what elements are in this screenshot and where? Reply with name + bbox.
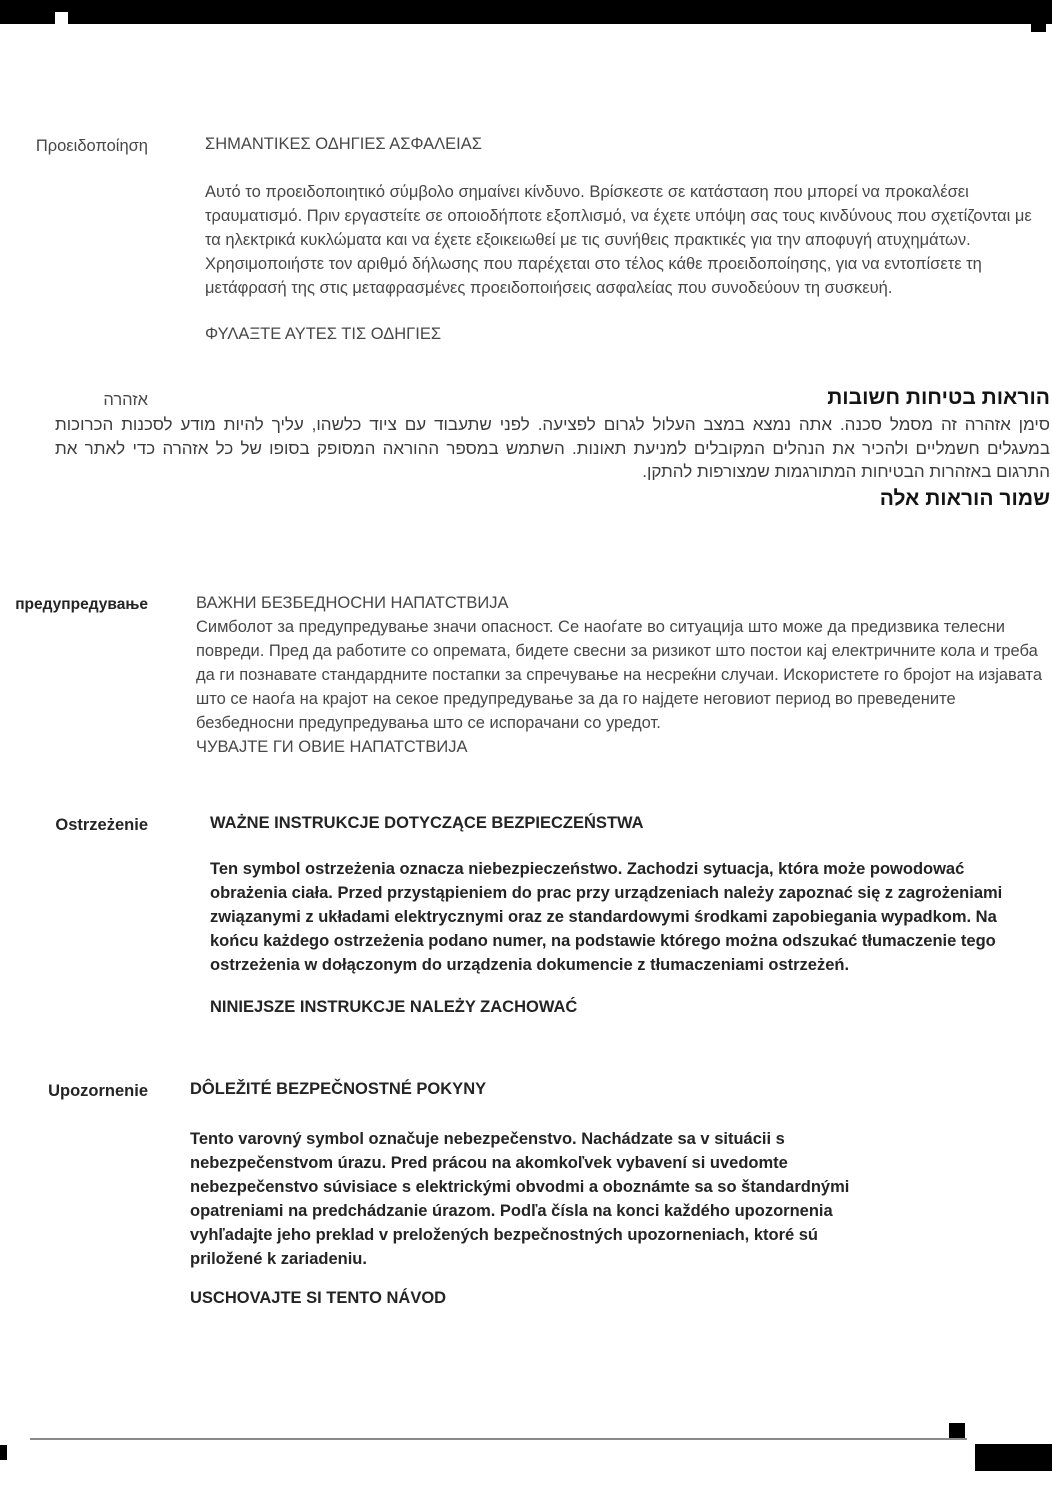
- warning-save-polish: NINIEJSZE INSTRUKCJE NALEŻY ZACHOWAĆ: [210, 997, 578, 1016]
- warning-content-polish: [210, 812, 1032, 1019]
- warning-content-macedonian: [196, 592, 1044, 759]
- footer-left-mark: [0, 1445, 7, 1460]
- warning-save-macedonian: ЧУВАЈТЕ ГИ ОВИЕ НАПАТСТВИЈА: [196, 737, 468, 756]
- warning-title-polish: WAŻNE INSTRUKCJE DOTYCZĄCE BEZPIECZEŃSTWA: [210, 814, 644, 832]
- warning-section-hebrew: [0, 383, 1052, 514]
- footer-rule: [30, 1438, 967, 1440]
- warning-save-greek: ΦΥΛΑΞΤΕ ΑΥΤΕΣ ΤΙΣ ΟΔΗΓΙΕΣ: [205, 324, 442, 343]
- warning-label-slovak: Upozornenie: [48, 1082, 148, 1100]
- footer-page-number-block: [975, 1444, 1052, 1471]
- warning-body-polish: Ten symbol ostrzeżenia oznacza niebezpieczeństwo. Zachodzi sytuacja, która może powodować obrażenia ciała. Przed przystąpieniem do prac przy urządzeniach należy zapoznać się z zagrożeniami związanymi z układami elektrycznymi oraz ze standardowymi środkami zapobiegania wypadkom. Na końcu każdego ostrzeżenia podano numer, na podstawie którego można odszukać tłumaczenie tego ostrzeżenia w dołączonym do urządzenia dokumencie z tłumaczeniami ostrzeżeń.: [210, 859, 1003, 974]
- warning-section-macedonian: [0, 592, 1052, 759]
- warning-label-hebrew: אזהרה: [103, 391, 148, 409]
- warning-title-slovak: DÔLEŽITÉ BEZPEČNOSTNÉ POKYNY: [190, 1080, 487, 1098]
- warning-content-slovak: [190, 1078, 858, 1311]
- warning-body-macedonian: Симболот за предупредување значи опасност. Се наоѓате во ситуација што може да предизвика телесни повреди. Пред да работите со опремата, бидете свесни за ризикот што постои кај електричните кола и треба да ги познавате стандардните постапки за спречување на несреќни случаи. Искористете го бројот на изјавата што се наоѓа на крајот на секое предупредување за да го најдете неговиот период во преведените безбедносни предупредувања што се испорачани со уредот.: [196, 617, 1042, 732]
- warning-title-hebrew: הוראות בטיחות חשובות: [827, 386, 1050, 409]
- header-bar: [0, 0, 1052, 24]
- warning-label-polish: Ostrzeżenie: [55, 816, 148, 834]
- footer-square: [949, 1423, 965, 1438]
- warning-label-greek: Προειδοποίηση: [35, 137, 148, 155]
- warning-title-macedonian: ВАЖНИ БЕЗБЕДНОСНИ НАПАТСТВИЈА: [196, 594, 509, 612]
- header-notch: [55, 12, 68, 24]
- warning-content-hebrew: [55, 383, 1050, 514]
- header-corner-square: [1031, 18, 1046, 32]
- warning-save-slovak: USCHOVAJTE SI TENTO NÁVOD: [190, 1289, 447, 1308]
- warning-save-hebrew: שמור הוראות אלה: [879, 486, 1050, 510]
- warning-section-slovak: [0, 1078, 1052, 1311]
- warning-title-greek: ΣΗΜΑΝΤΙΚΕΣ ΟΔΗΓΙΕΣ ΑΣΦΑΛΕΙΑΣ: [205, 135, 482, 153]
- warning-content-greek: [205, 133, 1035, 346]
- warning-body-slovak: Tento varovný symbol označuje nebezpečenstvo. Nachádzate sa v situácii s nebezpečenstvom úrazu. Pred prácou na akomkoľvek vybavení si uvedomte nebezpečenstvo súvisiace s elektrickými obvodmi a oboznámte sa so štandardnými opatreniami na predchádzanie úrazom. Podľa čísla na konci každého upozornenia vyhľadajte jeho preklad v preložených bezpečnostných upozorneniach, ktoré sú priložené k zariadeniu.: [190, 1129, 850, 1268]
- warning-body-hebrew: סימן אזהרה זה מסמל סכנה. אתה נמצא במצב העלול לגרום לפציעה. לפני שתעבוד עם ציוד כלשהו, עליך להיות מודע לסכנות הכרוכות במעגלים חשמליים ולהכיר את הנהלים המקובלים למניעת תאונות. השתמש במספר ההוראה המסופק בסופו של כל אזהרה כדי לאתר את התרגום באזהרות הבטיחות המתורגמות שמצורפות להתקן.: [55, 415, 1050, 482]
- warning-label-macedonian: предупредување: [15, 596, 148, 613]
- warning-body-greek: Αυτό το προειδοποιητικό σύμβολο σημαίνει κίνδυνο. Βρίσκεστε σε κατάσταση που μπορεί να προκαλέσει τραυματισμό. Πριν εργαστείτε σε οποιοδήποτε εξοπλισμό, να έχετε υπόψη σας τους κινδύνους που σχετίζονται με τα ηλεκτρικά κυκλώματα και να έχετε εξοικειωθεί με τις συνήθεις πρακτικές για την αποφυγή ατυχημάτων. Χρησιμοποιήστε τον αριθμό δήλωσης που παρέχεται στο τέλος κάθε προειδοποίησης, για να εντοπίσετε τη μετάφρασή της στις μεταφρασμένες προειδοποιήσεις ασφαλείας που συνοδεύουν τη συσκευή.: [205, 182, 1032, 297]
- warning-section-greek: [0, 133, 1052, 346]
- warning-section-polish: [0, 812, 1052, 1019]
